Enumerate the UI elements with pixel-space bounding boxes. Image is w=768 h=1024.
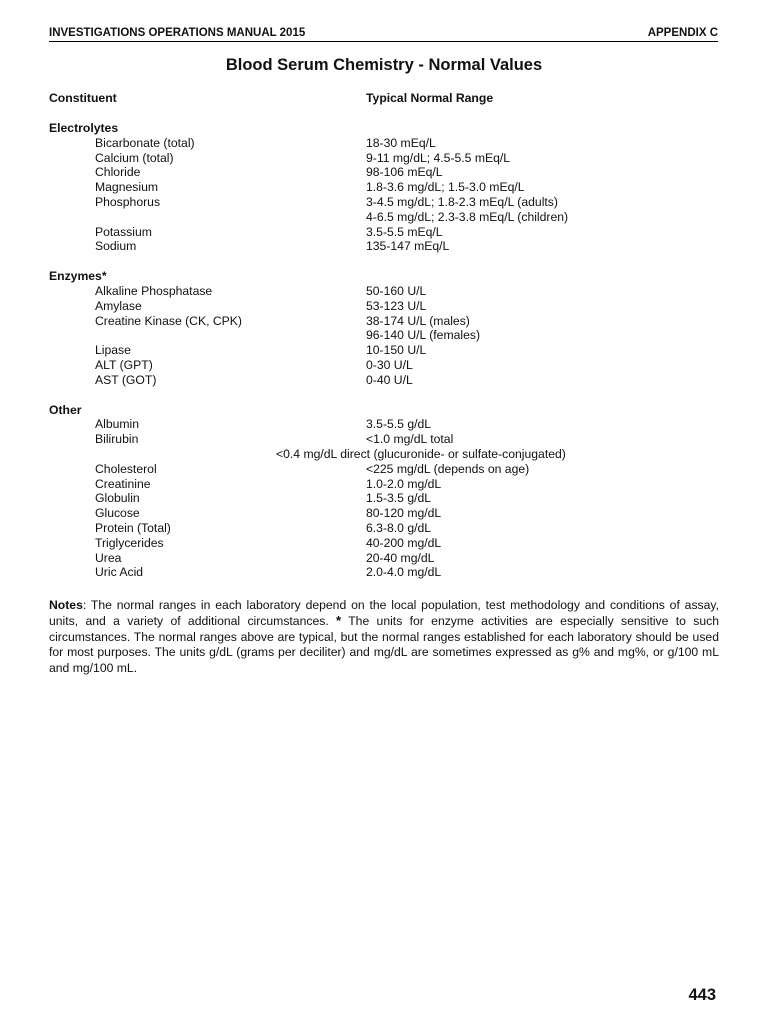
- table-row: [49, 151, 719, 166]
- constituent-name: Magnesium: [95, 180, 158, 195]
- table-row: [49, 343, 719, 358]
- page-title: Blood Serum Chemistry - Normal Values: [225, 56, 543, 74]
- notes-paragraph: [49, 598, 719, 676]
- range-value: 18-30 mEq/L: [366, 135, 436, 150]
- constituent-name: Urea: [95, 550, 122, 565]
- table-row: [49, 565, 719, 580]
- appendix-label: APPENDIX C: [647, 27, 718, 39]
- constituent-name: Protein (Total): [95, 520, 171, 535]
- table-row: [49, 432, 719, 462]
- page-number: 443: [688, 986, 716, 1004]
- constituent-name: AST (GOT): [95, 372, 157, 387]
- range-value: 6.3-8.0 g/dL: [366, 520, 432, 535]
- table-row: [49, 136, 719, 151]
- range-value: <1.0 mg/dL total: [366, 432, 454, 447]
- notes-text: : The normal ranges in each laboratory depend on the local population, test methodology and conditions of assay, units, and a variety of additional circumstances.: [49, 598, 719, 629]
- table-row: [49, 195, 719, 225]
- notes-text-continued: The units for enzyme activities are especially sensitive to such circumstances. The normal ranges above are typical, but the normal ranges established for each laboratory should be used for most purposes. The units g/dL (grams per deciliter) and mg/dL are sometimes expressed as g% and mg%, or g/100 mL and mg/100 mL.: [49, 614, 719, 675]
- asterisk-marker: *: [336, 613, 342, 629]
- enzymes-section: [49, 269, 719, 387]
- constituent-name: Phosphorus: [95, 194, 161, 209]
- constituent-name: Sodium: [95, 239, 137, 254]
- normal-values-table: [49, 91, 719, 595]
- column-headers: [49, 91, 719, 121]
- constituent-name: Chloride: [95, 165, 141, 180]
- table-row: [49, 491, 719, 506]
- constituent-name: Creatinine: [95, 476, 151, 491]
- other-section: [49, 403, 719, 581]
- table-row: [49, 477, 719, 492]
- constituent-name: Calcium (total): [95, 150, 174, 165]
- range-value: 53-123 U/L: [366, 298, 427, 313]
- range-value: 9-11 mg/dL; 4.5-5.5 mEq/L: [366, 150, 511, 165]
- section-title: Electrolytes: [49, 121, 119, 135]
- constituent-name: Bicarbonate (total): [95, 135, 195, 150]
- constituent-name: Glucose: [95, 506, 140, 521]
- constituent-name: Cholesterol: [95, 461, 157, 476]
- table-row: [49, 314, 719, 344]
- electrolytes-section: [49, 121, 719, 254]
- range-value: 98-106 mEq/L: [366, 165, 443, 180]
- constituent-name: ALT (GPT): [95, 357, 153, 372]
- constituent-column-header: Constituent: [49, 91, 117, 105]
- range-value: 96-140 U/L (females): [366, 328, 481, 343]
- range-value: 40-200 mg/dL: [366, 535, 442, 550]
- range-value: 2.0-4.0 mg/dL: [366, 565, 442, 580]
- range-value: 1.8-3.6 mg/dL; 1.5-3.0 mEq/L: [366, 180, 525, 195]
- manual-title: INVESTIGATIONS OPERATIONS MANUAL 2015: [49, 27, 306, 39]
- range-value: 10-150 U/L: [366, 343, 427, 358]
- table-row: [49, 462, 719, 477]
- range-value: 135-147 mEq/L: [366, 239, 450, 254]
- constituent-name: Potassium: [95, 224, 152, 239]
- range-value: 0-30 U/L: [366, 357, 413, 372]
- range-value: 50-160 U/L: [366, 283, 427, 298]
- range-value: 1.5-3.5 g/dL: [366, 491, 432, 506]
- range-value: 20-40 mg/dL: [366, 550, 435, 565]
- constituent-name: Alkaline Phosphatase: [95, 283, 213, 298]
- table-row: [49, 284, 719, 299]
- table-row: [49, 536, 719, 551]
- range-value: 0-40 U/L: [366, 372, 413, 387]
- range-value: 80-120 mg/dL: [366, 506, 442, 521]
- table-row: [49, 180, 719, 195]
- table-row: [49, 358, 719, 373]
- range-column-header: Typical Normal Range: [366, 91, 494, 105]
- table-row: [49, 551, 719, 566]
- constituent-name: Lipase: [95, 343, 131, 358]
- constituent-name: Amylase: [95, 298, 142, 313]
- range-value: <225 mg/dL (depends on age): [366, 461, 530, 476]
- range-value: 1.0-2.0 mg/dL: [366, 476, 442, 491]
- table-row: [49, 165, 719, 180]
- constituent-name: Uric Acid: [95, 565, 144, 580]
- constituent-name: Bilirubin: [95, 432, 139, 447]
- running-header: [49, 28, 718, 42]
- constituent-name: Triglycerides: [95, 535, 164, 550]
- range-value: 4-6.5 mg/dL; 2.3-3.8 mEq/L (children): [366, 209, 569, 224]
- section-title: Enzymes*: [49, 269, 107, 284]
- range-value: 3.5-5.5 mEq/L: [366, 224, 443, 239]
- constituent-name: Globulin: [95, 491, 140, 506]
- range-value: 38-174 U/L (males): [366, 313, 470, 328]
- table-row: [49, 521, 719, 536]
- range-value: 3.5-5.5 g/dL: [366, 417, 432, 432]
- table-row: [49, 239, 719, 254]
- range-value: 3-4.5 mg/dL; 1.8-2.3 mEq/L (adults): [366, 194, 558, 209]
- table-row: [49, 506, 719, 521]
- section-title: Other: [49, 402, 82, 417]
- constituent-name: Creatine Kinase (CK, CPK): [95, 313, 242, 328]
- table-row: [49, 417, 719, 432]
- table-row: [49, 225, 719, 240]
- range-value: <0.4 mg/dL direct (glucuronide- or sulfate-conjugated): [276, 446, 566, 461]
- notes-label: Notes: [49, 598, 83, 612]
- table-row: [49, 299, 719, 314]
- table-row: [49, 373, 719, 388]
- constituent-name: Albumin: [95, 417, 140, 432]
